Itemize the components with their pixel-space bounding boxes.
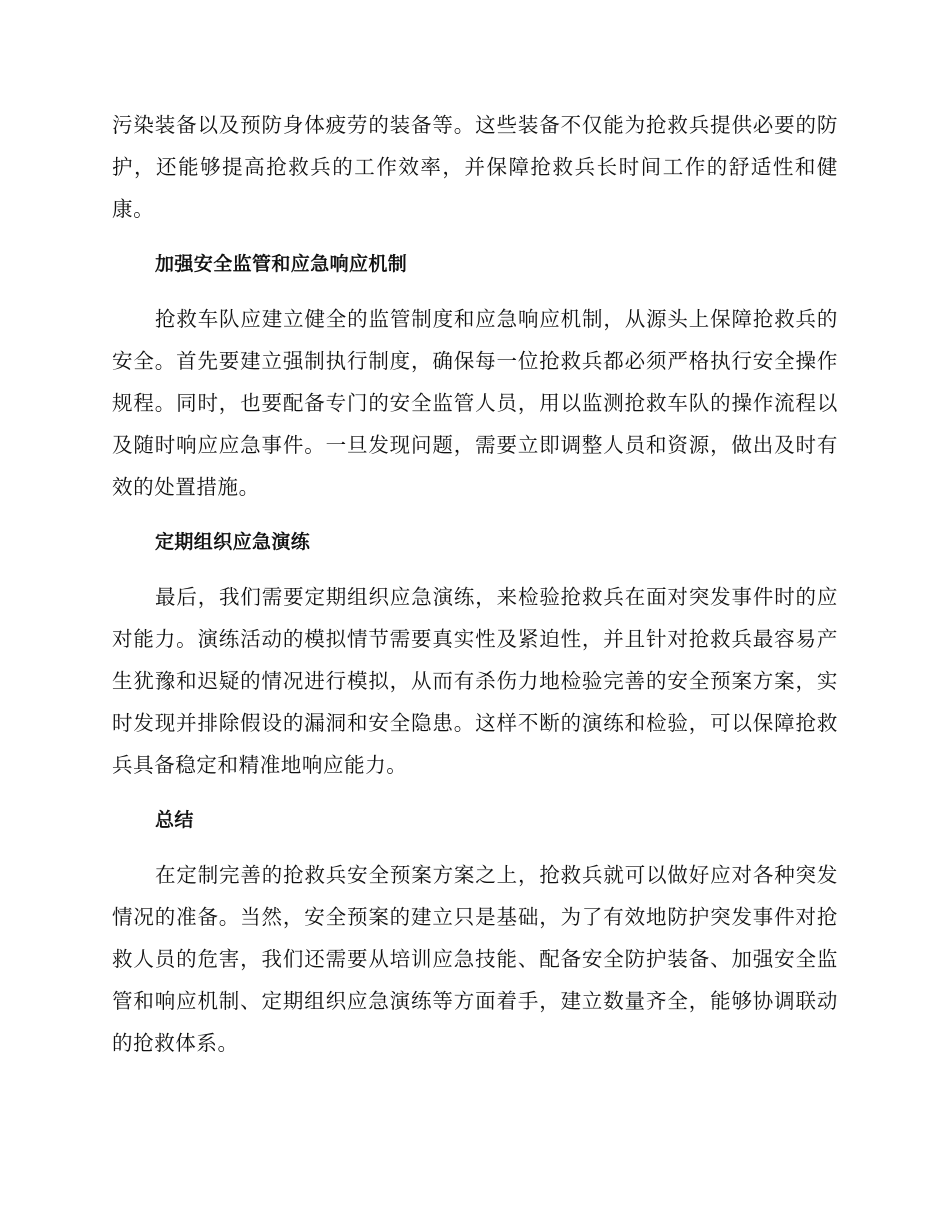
section-paragraph-emergency-drill: 最后，我们需要定期组织应急演练，来检验抢救兵在面对突发事件时的应对能力。演练活动的模拟情节需要真实性及紧迫性，并且针对抢救兵最容易产生犹豫和迟疑的情况进行模拟，从而有杀伤力地检验完善的安全预案方案，实时发现并排除假设的漏洞和安全隐患。这样不断的演练和检验，可以保障抢救兵具备稳定和精准地响应能力。 [112,585,838,777]
section-paragraph-summary: 在定制完善的抢救兵安全预案方案之上，抢救兵就可以做好应对各种突发情况的准备。当然，安全预案的建立只是基础，为了有效地防护突发事件对抢救人员的危害，我们还需要从培训应急技能、配备安全防护装备、加强安全监管和响应机制、定期组织应急演练等方面着手，建立数量齐全，能够协调联动的抢救体系。 [112,863,838,1055]
section-heading-emergency-drill: 定期组织应急演练 [155,531,311,553]
section-heading-summary: 总结 [155,809,194,831]
section-heading-safety-supervision: 加强安全监管和应急响应机制 [155,253,408,275]
intro-paragraph: 污染装备以及预防身体疲劳的装备等。这些装备不仅能为抢救兵提供必要的防护，还能够提高抢救兵的工作效率，并保障抢救兵长时间工作的舒适性和健康。 [112,113,838,221]
document-page [112,104,838,1064]
section-paragraph-safety-supervision: 抢救车队应建立健全的监管制度和应急响应机制，从源头上保障抢救兵的安全。首先要建立强制执行制度，确保每一位抢救兵都必须严格执行安全操作规程。同时，也要配备专门的安全监管人员，用以监测抢救车队的操作流程以及随时响应应急事件。一旦发现问题，需要立即调整人员和资源，做出及时有效的处置措施。 [112,307,838,499]
